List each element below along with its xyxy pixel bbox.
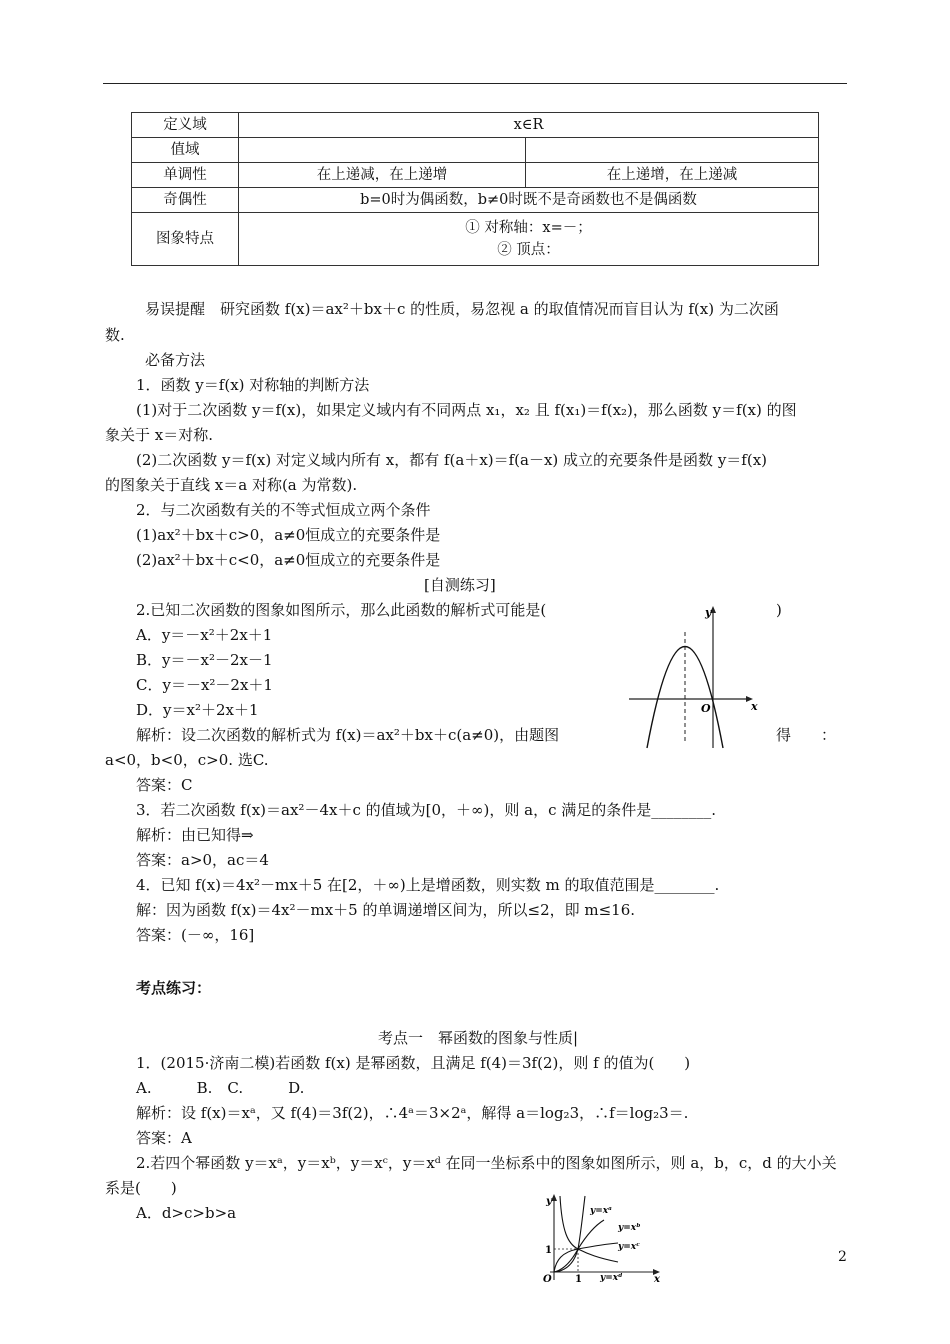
option-a: A．d>c>b>a	[136, 1204, 237, 1222]
options-line: A. B. C. D.	[136, 1079, 305, 1097]
question-text: 3．若二次函数 f(x)＝ax²－4x＋c 的值域为[0，＋∞)，则 a，c 满足的条件是________.	[136, 801, 717, 819]
parity-cell: b=0时为偶函数，b≠0时既不是奇函数也不是偶函数	[239, 188, 819, 213]
range-cell	[526, 138, 819, 163]
y-axis-arrow	[551, 1194, 557, 1201]
power-functions-figure	[538, 1192, 668, 1284]
range-cell	[239, 138, 526, 163]
text-line: (1)对于二次函数 y＝f(x)，如果定义域内有不同两点 x₁，x₂ 且 f(x₁)＝f(x₂)，那么函数 y＝f(x) 的图	[136, 401, 797, 419]
solution-text: 解析：设二次函数的解析式为 f(x)＝ax²＋bx＋c(a≠0)，由题图	[136, 726, 560, 744]
option-c: C．y＝－x²－2x＋1	[136, 676, 273, 694]
solution-text: a<0，b<0，c>0. 选C.	[105, 751, 269, 769]
section-heading: 考点练习：	[136, 979, 212, 997]
table-row	[132, 188, 819, 213]
text-line: 象关于 x＝对称.	[105, 426, 213, 444]
question-text: 2.已知二次函数的图象如图所示，那么此函数的解析式可能是(	[136, 601, 547, 619]
table-row	[132, 163, 819, 188]
text-line: 的图象关于直线 x＝a 对称(a 为常数).	[105, 476, 358, 494]
table-row	[132, 138, 819, 163]
answer-text: 答案：A	[136, 1129, 192, 1147]
table-row	[132, 213, 819, 266]
graph-features-cell	[239, 213, 819, 266]
x-label: x	[654, 1274, 660, 1284]
answer-text: 答案：C	[136, 776, 193, 794]
label-c: y=xᶜ	[618, 1242, 640, 1252]
answer-paren: )	[776, 601, 782, 619]
section-heading: 必备方法	[145, 351, 206, 369]
solution-text: 得 ：	[776, 726, 837, 744]
text-line: 数.	[105, 326, 125, 344]
option-d: D．y＝x²＋2x＋1	[136, 701, 259, 719]
tick-label-x1: 1	[575, 1274, 582, 1284]
origin-label: O	[543, 1274, 552, 1284]
row-label: 奇偶性	[132, 188, 239, 213]
text-line: 1．函数 y＝f(x) 对称轴的判断方法	[136, 376, 370, 394]
label-d: y=xᵈ	[600, 1273, 623, 1283]
axis-of-symmetry: ① 对称轴：x=－；	[465, 220, 592, 236]
vertex: ② 顶点：	[497, 242, 560, 258]
row-label: 值域	[132, 138, 239, 163]
question-text: 系是( )	[105, 1179, 177, 1197]
solution-text: 解析：由已知得⇒	[136, 826, 254, 844]
section-heading: 考点一 幂函数的图象与性质|	[378, 1029, 579, 1047]
answer-text: 答案：(－∞，16]	[136, 926, 255, 944]
question-text: 4．已知 f(x)＝4x²－mx＋5 在[2，＋∞)上是增函数，则实数 m 的取值范围是________.	[136, 876, 720, 894]
row-label: 定义域	[132, 113, 239, 138]
text-line: 2．与二次函数有关的不等式恒成立两个条件	[136, 501, 431, 519]
domain-cell: x∈R	[239, 113, 819, 138]
question-text: 2.若四个幂函数 y＝xᵃ，y＝xᵇ，y＝xᶜ，y＝xᵈ 在同一坐标系中的图象如图所示，则 a，b，c，d 的大小关	[136, 1154, 837, 1172]
y-label: y	[546, 1196, 552, 1207]
header-rule	[103, 83, 847, 84]
origin-label: O	[701, 702, 711, 715]
monotonic-cell: 在上递增，在上递减	[526, 163, 819, 188]
text-line: (2)二次函数 y＝f(x) 对定义域内所有 x，都有 f(a＋x)＝f(a－x) 成立的充要条件是函数 y＝f(x)	[136, 451, 768, 469]
section-heading: [自测练习]	[424, 576, 496, 594]
tick-label-y1: 1	[545, 1245, 552, 1256]
row-label: 图象特点	[132, 213, 239, 266]
option-a: A．y＝－x²＋2x＋1	[136, 626, 273, 644]
label-a: y=xᵃ	[590, 1206, 612, 1216]
question-text: 1．(2015·济南二模)若函数 f(x) 是幂函数，且满足 f(4)＝3f(2)，则 f 的值为( )	[136, 1054, 691, 1072]
parabola-figure	[625, 602, 765, 750]
label-b: y=xᵇ	[618, 1223, 641, 1233]
solution-text: 解：因为函数 f(x)＝4x²－mx＋5 的单调递增区间为，所以≤2，即 m≤16.	[136, 901, 636, 919]
monotonic-cell: 在上递减，在上递增	[239, 163, 526, 188]
table-row	[132, 113, 819, 138]
option-b: B．y＝－x²－2x－1	[136, 651, 273, 669]
y-label: y	[705, 606, 712, 619]
answer-text: 答案：a>0，ac＝4	[136, 851, 269, 869]
solution-text: 解析：设 f(x)＝xᵃ，又 f(4)＝3f(2)，∴4ᵃ＝3×2ᵃ，解得 a＝log₂3，∴f＝log₂3＝.	[136, 1104, 689, 1122]
page-number: 2	[838, 1249, 847, 1265]
properties-table	[131, 112, 819, 266]
text-line: 易误提醒 研究函数 f(x)＝ax²＋bx＋c 的性质，易忽视 a 的取值情况而盲目认为 f(x) 为二次函	[145, 300, 779, 318]
row-label: 单调性	[132, 163, 239, 188]
text-line: (1)ax²＋bx＋c>0，a≠0恒成立的充要条件是	[136, 526, 441, 544]
x-label: x	[751, 700, 758, 713]
text-line: (2)ax²＋bx＋c<0，a≠0恒成立的充要条件是	[136, 551, 441, 569]
